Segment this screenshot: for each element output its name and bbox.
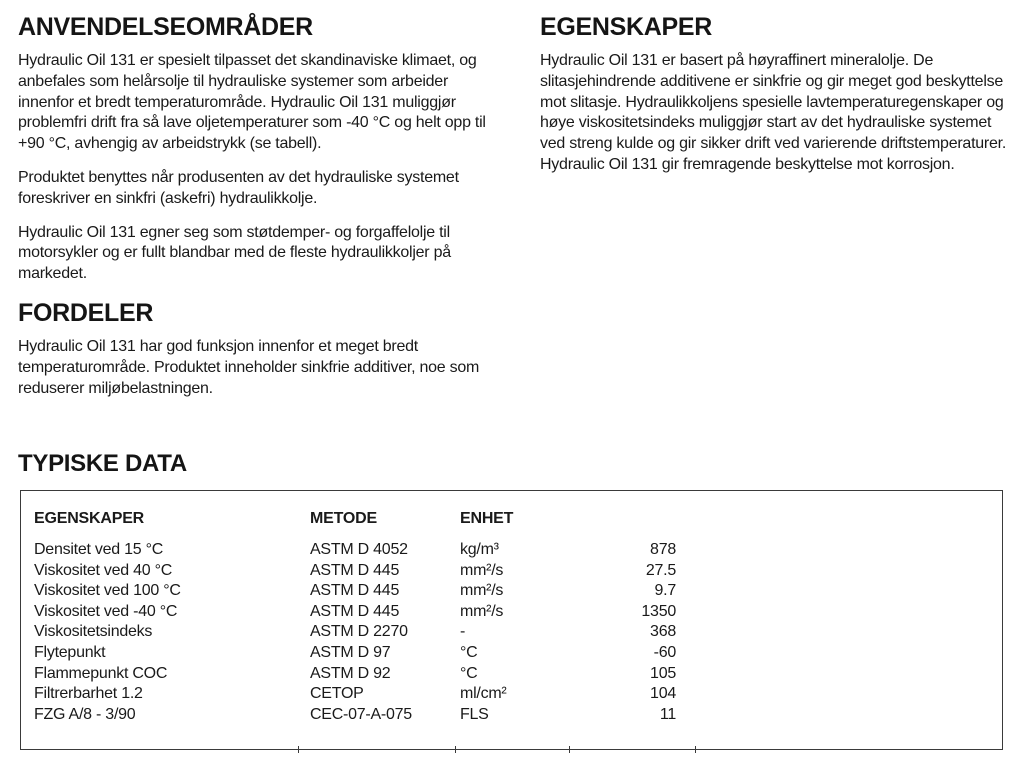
- table-row: [34, 664, 1002, 685]
- cell-value: 11: [659, 705, 676, 723]
- cell-value: 368: [650, 623, 676, 641]
- cropped-table-column-tick: [569, 746, 570, 753]
- cell-unit: ml/cm²: [460, 685, 507, 703]
- table-header-property: EGENSKAPER: [34, 510, 145, 527]
- cell-method: ASTM D 445: [310, 561, 400, 579]
- table-body: [34, 540, 1002, 725]
- applications-paragraph-1: Hydraulic Oil 131 er spesielt tilpasset det skandinaviske klimaet, og anbefales som helårsolje til hydrauliske systemer som arbeider innenfor et bredt temperaturområde. Hydraulic Oil 131 muliggjør problemfri drift fra så lave oljetemperaturer som -40 °C og helt opp til +90 °C, avhengig av arbeidstrykk (se tabell).: [18, 52, 486, 153]
- left-column: [18, 12, 496, 412]
- cell-property: Filtrerbarhet 1.2: [34, 685, 143, 703]
- table-row: [34, 643, 1002, 664]
- cropped-table-column-tick: [298, 746, 299, 753]
- properties-paragraph-1: Hydraulic Oil 131 er basert på høyraffinert mineralolje. De slitasjehindrende additivene er sinkfrie og gir meget god beskyttelse mot slitasje. Hydraulikkoljens spesielle lavtemperaturegenskaper og høye viskositetsindeks muliggjør start av det hydrauliske systemet ved streng kulde og gir sikker drift ved varierende driftstemperaturer. Hydraulic Oil 131 gir fremragende beskyttelse mot korrosjon.: [540, 52, 1007, 173]
- cell-method: CEC-07-A-075: [310, 705, 412, 723]
- table-header-unit: ENHET: [460, 510, 514, 527]
- cell-unit: °C: [460, 664, 478, 682]
- cell-value: 104: [650, 685, 676, 703]
- cell-property: FZG A/8 - 3/90: [34, 705, 136, 723]
- cell-unit: mm²/s: [460, 602, 504, 620]
- cell-unit: FLS: [460, 705, 489, 723]
- cell-property: Viskositet ved 40 °C: [34, 561, 173, 579]
- cell-property: Flammepunkt COC: [34, 664, 168, 682]
- cell-method: ASTM D 2270: [310, 623, 408, 641]
- cell-unit: °C: [460, 643, 478, 661]
- properties-heading: EGENSKAPER: [540, 13, 713, 41]
- cell-value: 1350: [641, 602, 676, 620]
- cell-value: 878: [650, 541, 676, 558]
- cell-value: 27.5: [645, 561, 676, 579]
- cell-property: Viskositet ved 100 °C: [34, 582, 181, 600]
- table-row: [34, 705, 1002, 726]
- applications-paragraph-3: Hydraulic Oil 131 egner seg som støtdemper- og forgaffelolje til motorsykler og er fullt blandbar med de fleste hydraulikkoljer på markedet.: [18, 223, 451, 283]
- cell-property: Viskositet ved -40 °C: [34, 602, 178, 620]
- table-header-method: METODE: [310, 510, 377, 527]
- table-row: [34, 684, 1002, 705]
- cell-value: 105: [650, 664, 676, 682]
- benefits-paragraph-1: Hydraulic Oil 131 har god funksjon innenfor et meget bredt temperaturområde. Produktet inneholder sinkfrie additiver, noe som reduserer miljøbelastningen.: [18, 337, 480, 397]
- table-row: [34, 602, 1002, 623]
- cell-unit: mm²/s: [460, 561, 504, 579]
- cropped-table-column-tick: [695, 746, 696, 753]
- typical-data-heading: TYPISKE DATA: [18, 450, 187, 477]
- cell-unit: -: [460, 623, 466, 641]
- cell-unit: mm²/s: [460, 582, 504, 600]
- cell-method: CETOP: [310, 685, 364, 703]
- cell-property: Flytepunkt: [34, 643, 106, 661]
- cell-method: ASTM D 4052: [310, 541, 408, 558]
- cell-value: -60: [653, 643, 676, 661]
- table-row: [34, 561, 1002, 582]
- cell-property: Viskositetsindeks: [34, 623, 153, 641]
- applications-paragraph-2: Produktet benyttes når produsenten av det hydrauliske systemet foreskriver en sinkfri (askefri) hydraulikkolje.: [18, 168, 459, 207]
- cell-method: ASTM D 97: [310, 643, 391, 661]
- table-row: [34, 540, 1002, 561]
- right-column: [540, 12, 1010, 189]
- cropped-table-column-tick: [455, 746, 456, 753]
- cell-value: 9.7: [654, 582, 676, 600]
- cell-method: ASTM D 445: [310, 582, 400, 600]
- cell-method: ASTM D 92: [310, 664, 391, 682]
- table-header-row: [34, 509, 1002, 529]
- table-row: [34, 581, 1002, 602]
- table-row: [34, 622, 1002, 643]
- applications-heading: ANVENDELSEOMRÅDER: [18, 13, 313, 41]
- cell-property: Densitet ved 15 °C: [34, 541, 164, 558]
- cell-method: ASTM D 445: [310, 602, 400, 620]
- benefits-heading: FORDELER: [18, 298, 154, 327]
- cell-unit: kg/m³: [460, 541, 499, 558]
- typical-data-table: [20, 490, 1003, 750]
